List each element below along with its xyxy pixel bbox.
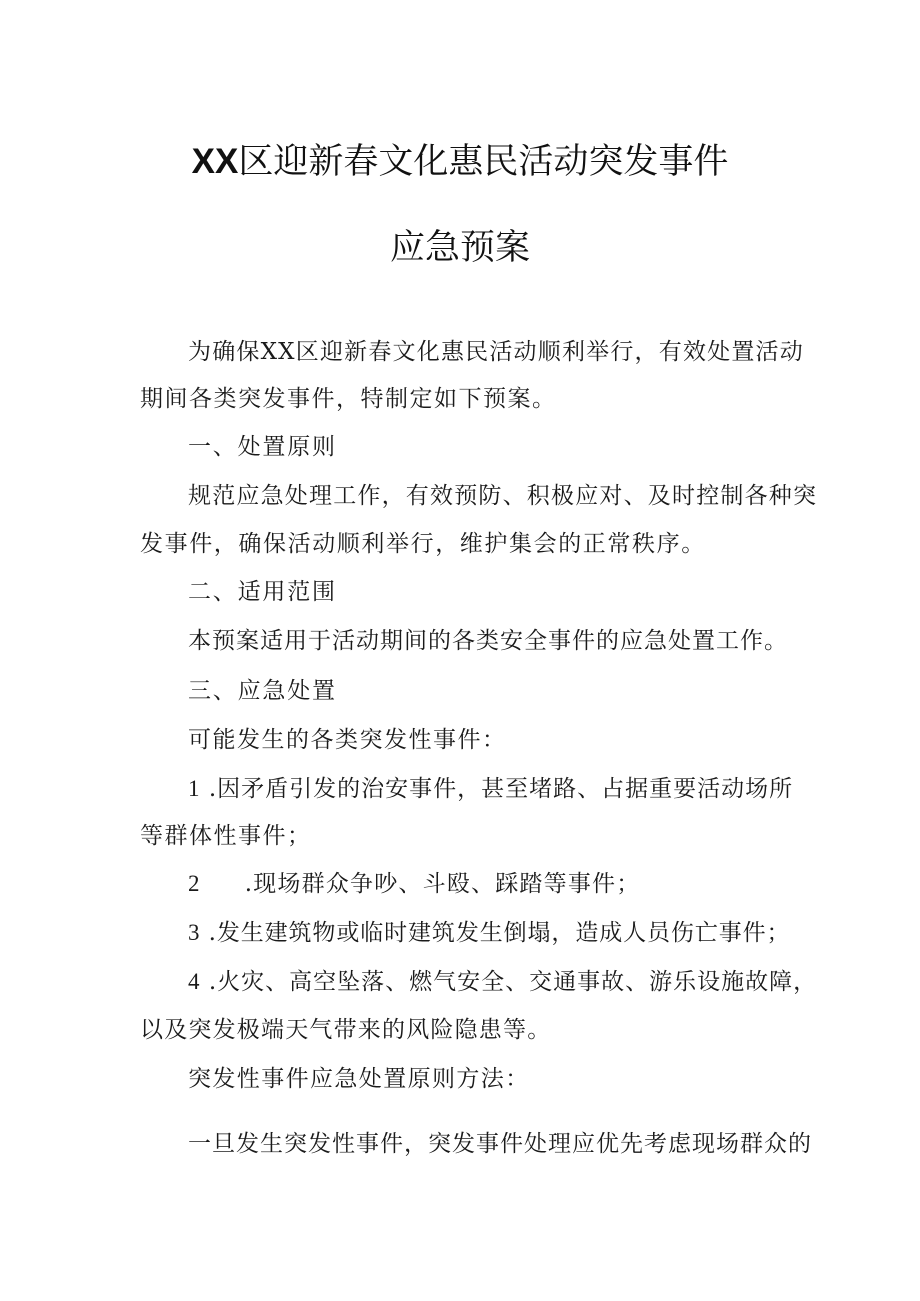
events-intro-line: 可能发生的各类突发性事件： [188,727,507,753]
list-item-3-text: .发生建筑物或临时建筑发生倒塌，造成人员伤亡事件； [208,920,791,946]
document-title-line-2: 应急预案 [389,228,530,268]
title-rest: 区迎新春文化惠民活动突发事件 [238,142,729,182]
document-title-line-1 [0,142,920,182]
section-heading-2: 二、适用范围 [188,579,337,605]
list-item-1-line-2: 等群体性事件； [140,823,312,849]
list-item-2-number: 2 [188,871,201,896]
list-item-4-line-2: 以及突发极端天气带来的风险隐患等。 [140,1017,552,1043]
section-heading-3: 三、应急处置 [188,678,337,704]
method-heading-line: 突发性事件应急处置原则方法： [188,1066,530,1092]
section-heading-1: 一、处置原则 [188,434,337,460]
intro-paragraph-line-2: 期间各类突发事件，特制定如下预案。 [140,386,557,412]
list-item-2-line-1 [188,870,640,898]
list-item-2-text: .现场群众争吵、斗殴、踩踏等事件； [244,871,641,897]
list-item-1-text: .因矛盾引发的治安事件，甚至堵路、占据重要活动场所 [208,776,794,802]
principle-paragraph-line-2: 发事件，确保活动顺利举行，维护集会的正常秩序。 [140,531,706,557]
scope-paragraph-line-1: 本预案适用于活动期间的各类安全事件的应急处置工作。 [188,628,788,654]
list-item-4-number: 4 [188,969,201,994]
list-item-4-text: .火灾、高空坠落、燃气安全、交通事故、游乐设施故障， [208,969,818,995]
principle-paragraph-line-1: 规范应急处理工作，有效预防、积极应对、及时控制各种突 [188,483,818,509]
intro-paragraph-line-1: 为确保XX区迎新春文化惠民活动顺利举行，有效处置活动 [188,339,804,365]
list-item-3-number: 3 [188,920,201,945]
list-item-1-line-1 [188,775,793,803]
title-prefix: XX [191,142,239,181]
list-item-4-line-1 [188,968,817,996]
list-item-3-line-1 [188,919,790,947]
method-paragraph-line-1: 一旦发生突发性事件，突发事件处理应优先考虑现场群众的 [188,1131,812,1157]
list-item-1-number: 1 [188,776,201,801]
